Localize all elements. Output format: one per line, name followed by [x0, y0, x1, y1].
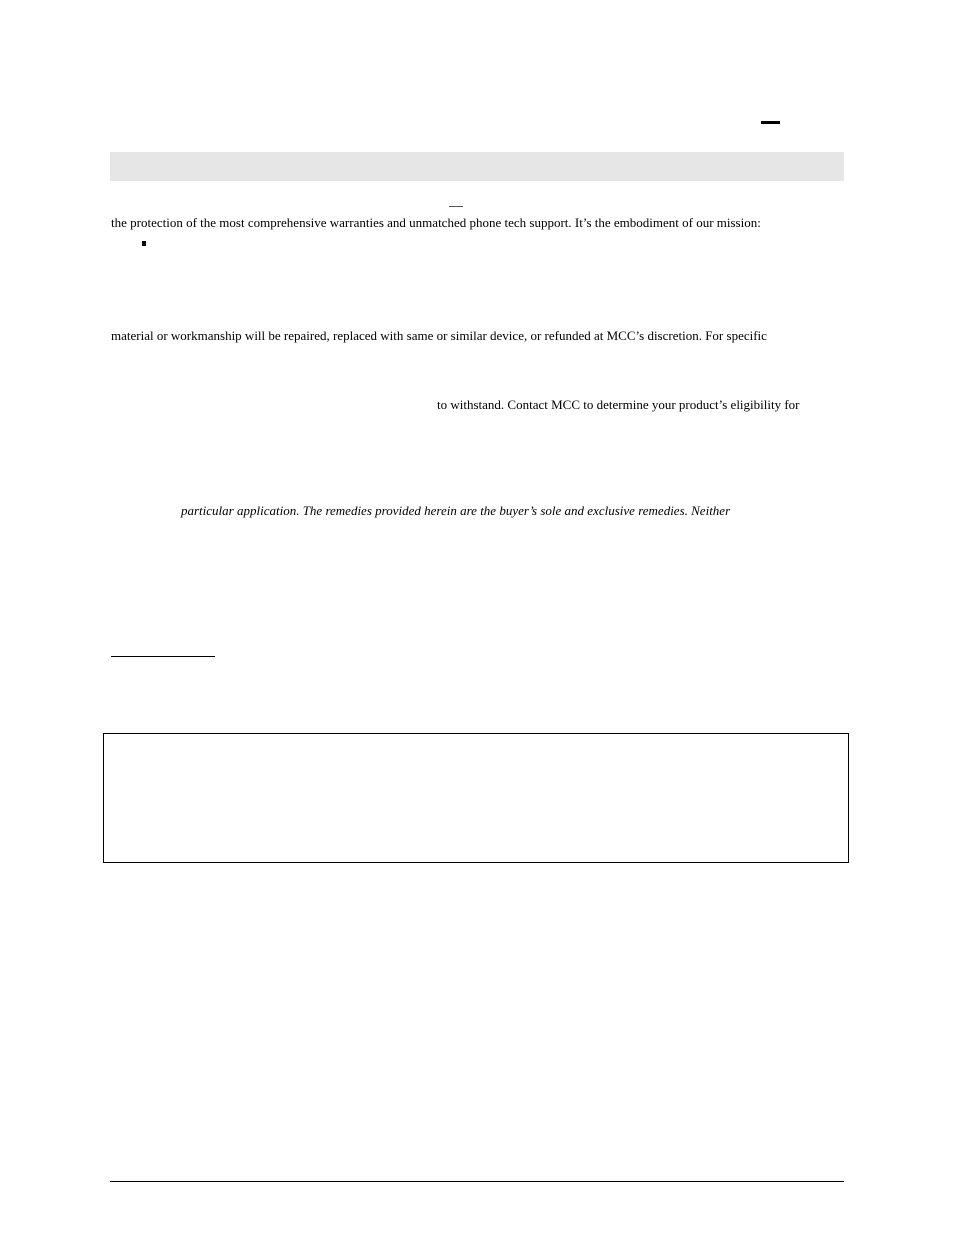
em-dash-mark: [449, 206, 463, 207]
disclaimer-text-line-remedies: particular application. The remedies provided herein are the buyer’s sole and exclusive remedies. Neither: [181, 503, 731, 518]
footer-rule: [110, 1181, 844, 1182]
body-text-line-withstand: to withstand. Contact MCC to determine your product’s eligibility for: [437, 397, 800, 412]
notice-box: [103, 733, 849, 863]
header-dash: [761, 121, 780, 124]
body-text-line-material: material or workmanship will be repaired, replaced with same or similar device, or refunded at MCC’s discretion. For specific: [111, 328, 767, 343]
section-heading-band: [110, 152, 844, 181]
list-bullet: [142, 241, 146, 246]
body-text-line-protection: the protection of the most comprehensive warranties and unmatched phone tech support. It’s the embodiment of our mission:: [111, 215, 761, 230]
heading-underline: [111, 656, 215, 657]
